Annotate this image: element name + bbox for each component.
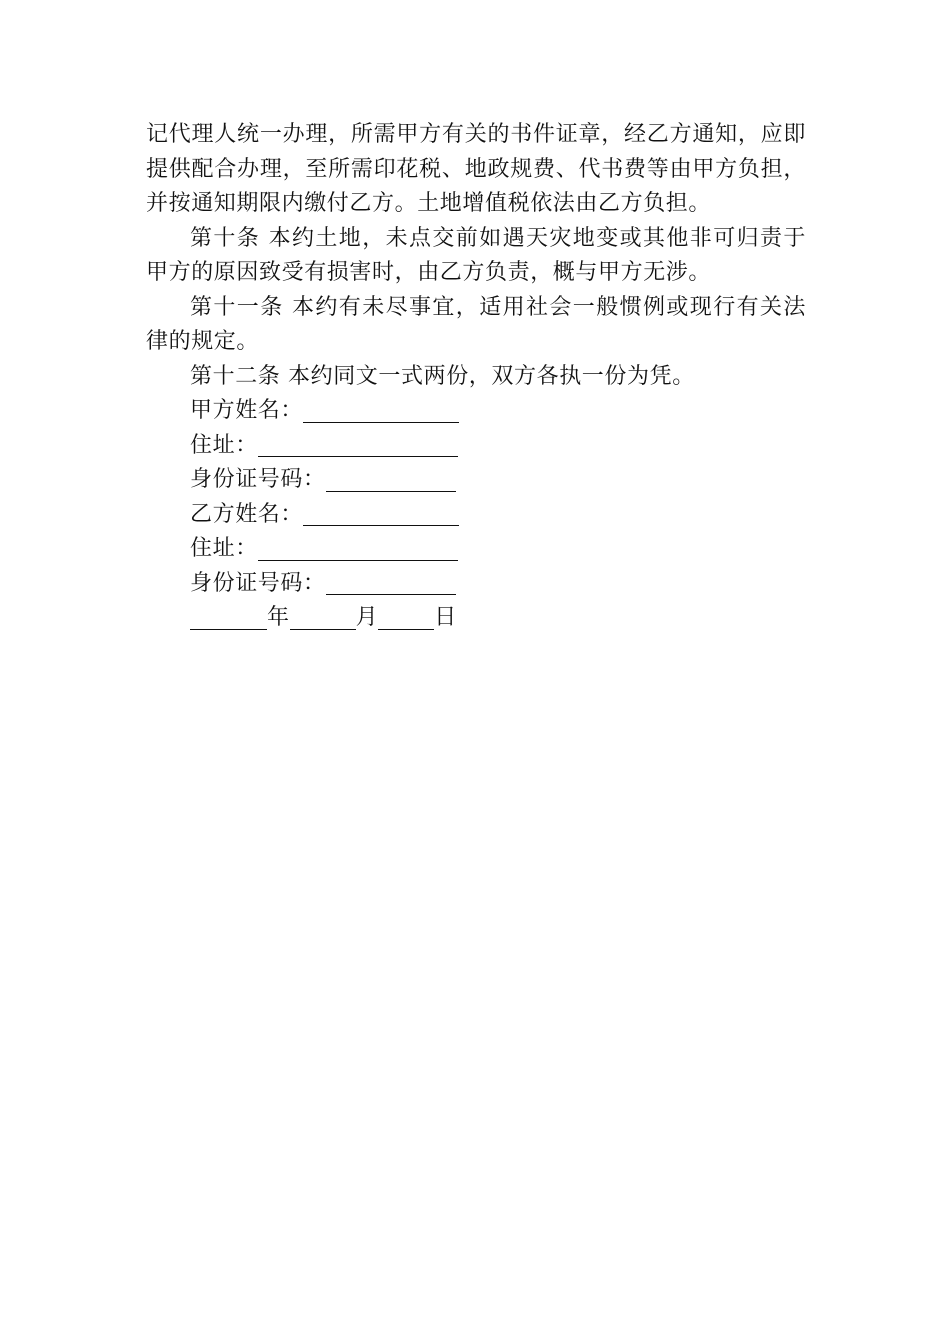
party-b-address-label: 住址： bbox=[190, 536, 258, 561]
party-b-id-blank[interactable] bbox=[326, 572, 456, 595]
party-b-name-field bbox=[190, 498, 806, 533]
party-b-address-field bbox=[190, 532, 806, 567]
party-b-name-label: 乙方姓名： bbox=[190, 501, 304, 527]
year-label: 年 bbox=[267, 605, 290, 630]
party-a-address-field bbox=[190, 429, 806, 464]
party-a-id-label: 身份证号码： bbox=[190, 467, 326, 492]
party-a-id-blank[interactable] bbox=[326, 469, 456, 492]
party-b-id-field bbox=[190, 567, 806, 602]
party-a-id-field bbox=[190, 463, 806, 498]
contract-article-10: 第十条 本约土地，未点交前如遇天灾地变或其他非可归责于甲方的原因致受有损害时，由乙方负责，概与甲方无涉。 bbox=[146, 225, 806, 285]
party-b-id-label: 身份证号码： bbox=[190, 570, 326, 596]
date-field bbox=[190, 601, 806, 636]
document-page bbox=[146, 118, 806, 636]
month-blank[interactable] bbox=[290, 607, 356, 630]
year-blank[interactable] bbox=[190, 607, 267, 630]
party-a-address-label: 住址： bbox=[190, 432, 258, 458]
party-a-name-field bbox=[190, 394, 806, 429]
month-label: 月 bbox=[355, 605, 379, 630]
party-b-name-blank[interactable] bbox=[303, 503, 459, 526]
party-a-address-blank[interactable] bbox=[258, 434, 458, 457]
day-blank[interactable] bbox=[378, 607, 434, 630]
party-a-name-label: 甲方姓名： bbox=[190, 398, 304, 423]
day-label: 日 bbox=[434, 605, 457, 630]
party-b-address-blank[interactable] bbox=[258, 538, 458, 561]
party-a-name-blank[interactable] bbox=[303, 400, 459, 423]
contract-article-12: 第十二条 本约同文一式两份，双方各执一份为凭。 bbox=[190, 363, 695, 389]
contract-article-11: 第十一条 本约有未尽事宜，适用社会一般惯例或现行有关法律的规定。 bbox=[146, 294, 806, 354]
contract-paragraph-continuation: 记代理人统一办理，所需甲方有关的书件证章，经乙方通知，应即提供配合办理，至所需印花税、地政规费、代书费等由甲方负担，并按通知期限内缴付乙方。土地增值税依法由乙方负担。 bbox=[146, 122, 806, 216]
